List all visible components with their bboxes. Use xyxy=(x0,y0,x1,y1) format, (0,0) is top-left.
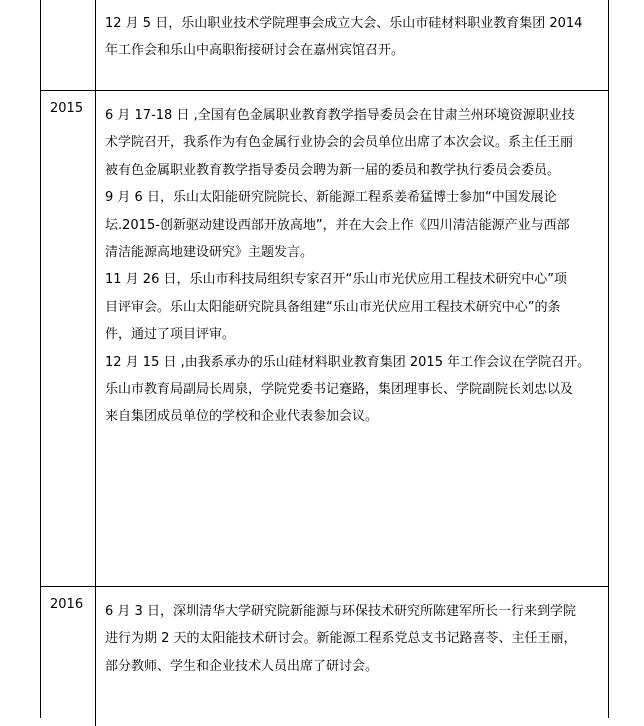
table-row xyxy=(41,586,608,726)
event-line: 目评审会。乐山太阳能研究院具备组建“乐山市光伏应用工程技术研究中心”的条 xyxy=(105,299,561,315)
event-line: 进行为期 2 天的太阳能技术研讨会。新能源工程系党总支书记路喜苓、主任王丽， xyxy=(105,631,577,647)
event-line: 部分教师、学生和企业技术人员出席了研讨会。 xyxy=(105,658,379,674)
event-line: 6 月 17-18 日 ,全国有色金属职业教育教学指导委员会在甘肃兰州环境资源职业技 xyxy=(105,108,575,123)
year-cell xyxy=(41,0,96,90)
event-line: 清洁能源高地建设研究》主题发言。 xyxy=(105,245,314,261)
year-cell xyxy=(41,90,96,586)
event-line: 被有色金属职业教育教学指导委员会聘为新一届的委员和教学执行委员会委员。 xyxy=(105,162,561,178)
event-line: 乐山市教育局副局长周泉，学院党委书记蹇路，集团理事长、学院副院长刘忠以及 xyxy=(105,382,574,398)
events-cell xyxy=(105,10,605,65)
event-line: 坛.2015-创新驱动建设西部开放高地”，并在大会上作《四川清洁能源产业与西部 xyxy=(105,217,570,233)
events-cell xyxy=(105,102,605,431)
table-row xyxy=(41,0,608,91)
year-cell xyxy=(41,586,96,726)
event-line: 6 月 3 日，深圳清华大学研究院新能源与环保技术研究所陈建军所长一行来到学院 xyxy=(105,604,576,619)
event-line: 来自集团成员单位的学校和企业代表参加会议。 xyxy=(105,409,379,425)
event-line: 11 月 26 日，乐山市科技局组织专家召开“乐山市光伏应用工程技术研究中心”项 xyxy=(105,272,567,288)
events-table xyxy=(40,0,609,718)
table-row xyxy=(41,90,608,587)
year-label: 2015 xyxy=(50,101,84,116)
event-line: 12 月 15 日 ,由我系承办的乐山硅材料职业教育集团 2015 年工作会议在学院召开。 xyxy=(105,354,591,370)
event-line: 术学院召开，我系作为有色金属行业协会的会员单位出席了本次会议。系主任王丽 xyxy=(105,135,574,151)
event-line: 9 月 6 日，乐山太阳能研究院院长、新能源工程系姜希猛博士参加“中国发展论 xyxy=(105,190,557,206)
event-line: 件，通过了项目评审。 xyxy=(105,327,236,343)
events-cell xyxy=(105,598,605,680)
year-label: 2016 xyxy=(50,597,84,612)
event-line: 12 月 5 日，乐山职业技术学院理事会成立大会、乐山市硅材料职业教育集团 2014 xyxy=(105,16,583,31)
event-line: 年工作会和乐山中高职衔接研讨会在嘉州宾馆召开。 xyxy=(105,43,405,59)
